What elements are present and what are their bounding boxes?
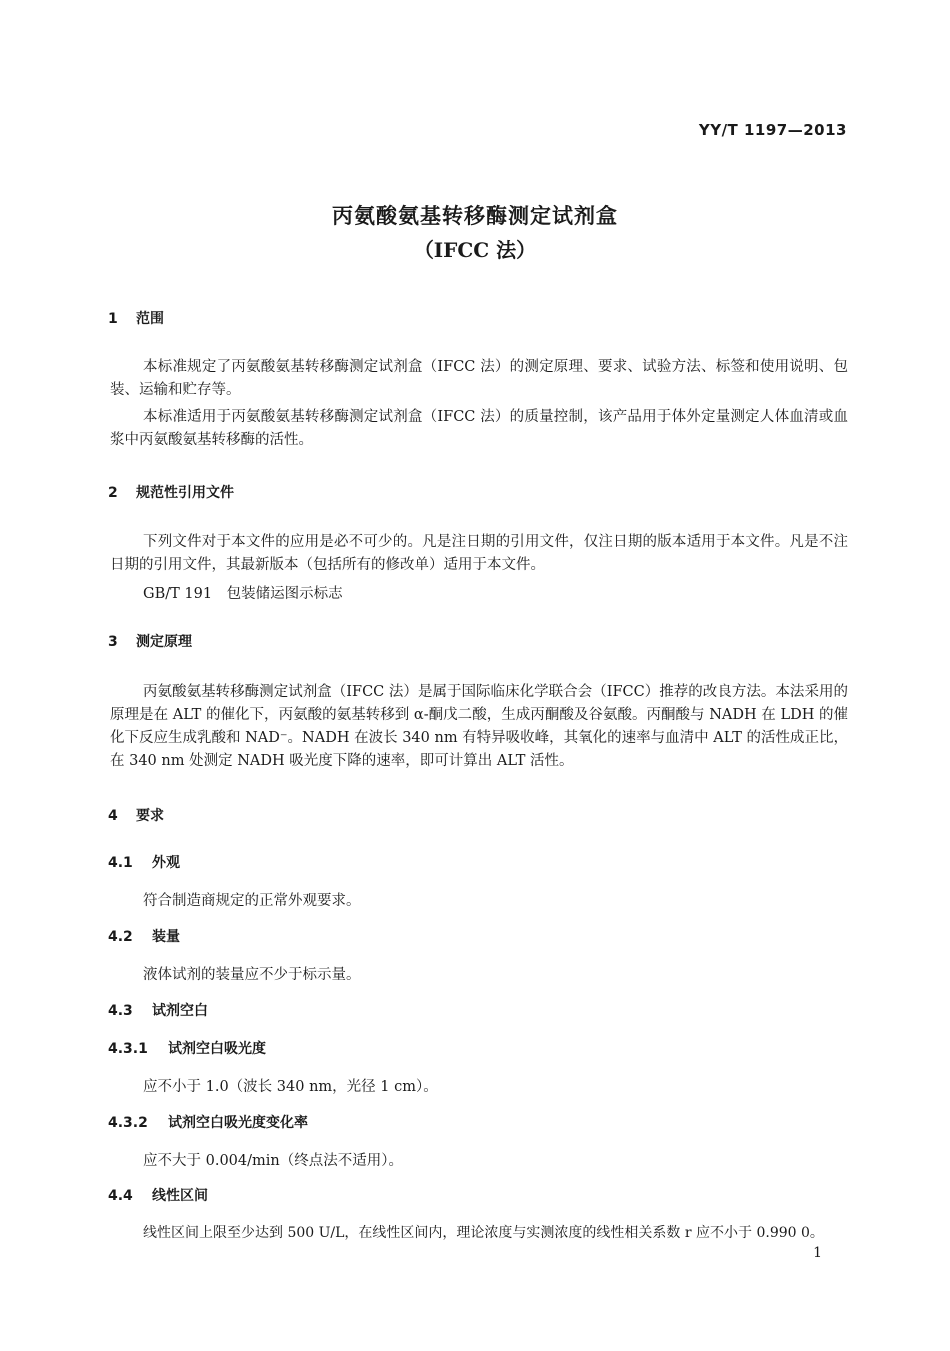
section-number: 1 xyxy=(108,311,118,327)
section-title: 线性区间 xyxy=(152,1188,208,1204)
document-title: 丙氨酸氨基转移酶测定试剂盒 xyxy=(332,204,618,228)
section-title: 外观 xyxy=(152,855,180,871)
section-title: 试剂空白吸光度变化率 xyxy=(168,1115,308,1131)
section-title: 规范性引用文件 xyxy=(136,485,234,501)
section-number: 4.3 xyxy=(108,1003,133,1019)
section-1-paragraph-2: 本标准适用于丙氨酸氨基转移酶测定试剂盒（IFCC 法）的质量控制，该产品用于体外定量测定人体血清或血浆中丙氨酸氨基转移酶的活性。 xyxy=(110,409,848,448)
section-number: 4.3.1 xyxy=(108,1041,148,1057)
section-title: 测定原理 xyxy=(136,634,192,650)
section-number: 4.3.2 xyxy=(108,1115,148,1131)
section-2-heading xyxy=(108,482,234,502)
standard-number: YY/T 1197—2013 xyxy=(698,121,847,139)
section-4-heading xyxy=(108,805,164,825)
section-number: 4.2 xyxy=(108,929,133,945)
section-title: 试剂空白吸光度 xyxy=(168,1041,266,1057)
section-3-heading xyxy=(108,631,192,651)
section-number: 4.1 xyxy=(108,855,133,871)
section-1-heading xyxy=(108,308,164,328)
section-number: 4 xyxy=(108,808,118,824)
section-4-3-1-heading xyxy=(108,1038,266,1058)
section-4-3-2-heading xyxy=(108,1112,308,1132)
section-number: 4.4 xyxy=(108,1188,133,1204)
section-4-1-heading xyxy=(108,852,180,872)
section-3-paragraph-1: 丙氨酸氨基转移酶测定试剂盒（IFCC 法）是属于国际临床化学联合会（IFCC）推荐的改良方法。本法采用的原理是在 ALT 的催化下，丙氨酸的氨基转移到 α-酮戊二酸，生成丙酮酸及谷氨酸。丙酮酸与 NADH 在 LDH 的催化下反应生成乳酸和 NAD⁻。NADH 在波长 340 nm 有特异吸收峰，其氧化的速率与血清中 ALT 的活性成正比，在 340 nm 处测定 NADH 吸光度下降的速率，即可计算出 ALT 活性。 xyxy=(110,684,848,769)
section-4-3-2-text: 应不大于 0.004/min（终点法不适用）。 xyxy=(143,1153,403,1169)
section-4-3-1-text: 应不小于 1.0（波长 340 nm，光径 1 cm）。 xyxy=(143,1079,438,1095)
section-2-paragraph-1: 下列文件对于本文件的应用是必不可少的。凡是注日期的引用文件，仅注日期的版本适用于本文件。凡是不注日期的引用文件，其最新版本（包括所有的修改单）适用于本文件。 xyxy=(110,534,848,573)
section-title: 试剂空白 xyxy=(152,1003,208,1019)
section-1-paragraph-1: 本标准规定了丙氨酸氨基转移酶测定试剂盒（IFCC 法）的测定原理、要求、试验方法、标签和使用说明、包装、运输和贮存等。 xyxy=(110,359,848,398)
section-4-3-heading xyxy=(108,1000,208,1020)
page-number: 1 xyxy=(813,1245,822,1261)
section-title: 要求 xyxy=(136,808,164,824)
section-title: 范围 xyxy=(136,311,164,327)
section-4-1-text: 符合制造商规定的正常外观要求。 xyxy=(143,893,361,909)
section-title: 装量 xyxy=(152,929,180,945)
section-number: 3 xyxy=(108,634,118,650)
normative-reference: GB/T 191 包装储运图示标志 xyxy=(143,586,343,602)
section-4-2-heading xyxy=(108,926,180,946)
section-4-2-text: 液体试剂的装量应不少于标示量。 xyxy=(143,967,361,983)
section-number: 2 xyxy=(108,485,118,501)
document-subtitle: （IFCC 法） xyxy=(413,238,537,262)
section-4-4-text: 线性区间上限至少达到 500 U/L，在线性区间内，理论浓度与实测浓度的线性相关系数 r 应不小于 0.990 0。 xyxy=(143,1225,824,1241)
section-4-4-heading xyxy=(108,1185,208,1205)
